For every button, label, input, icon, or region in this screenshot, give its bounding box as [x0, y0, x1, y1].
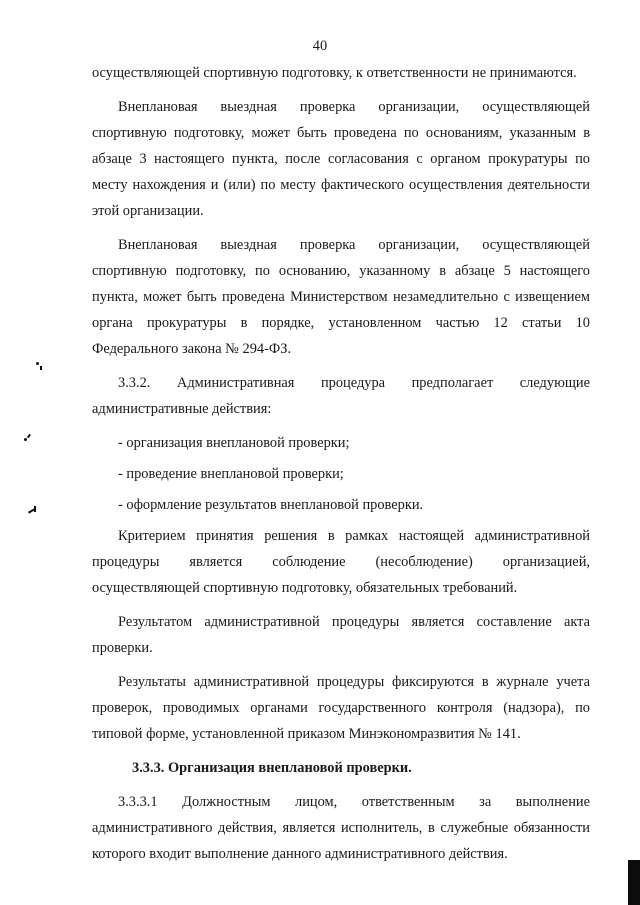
- scan-speck: [34, 506, 36, 512]
- scan-speck: [24, 438, 27, 441]
- paragraph: Результатом административной процедуры является составление акта проверки.: [92, 614, 590, 656]
- list-item: - проведение внеплановой проверки;: [118, 466, 344, 482]
- document-body: [92, 60, 590, 875]
- list-item: - оформление результатов внеплановой проверки.: [118, 497, 424, 513]
- list-item: - организация внеплановой проверки;: [118, 435, 350, 451]
- paragraph: Внеплановая выездная проверка организации, осуществляющей спортивную подготовку, по основанию, указанному в абзаце 5 настоящего пункта, может быть проведена Министерством незамедлительно с извещением органа прокуратуры в порядке, установленном частью 12 статьи 10 Федерального закона № 294-ФЗ.: [92, 237, 590, 357]
- scan-speck: [27, 434, 31, 438]
- paragraph: 3.3.3.1 Должностным лицом, ответственным за выполнение административного действия, является исполнитель, в служебные обязанности которого входит выполнение данного административного действия.: [92, 794, 590, 862]
- section-heading: 3.3.3. Организация внеплановой проверки.: [132, 760, 412, 776]
- paragraph: Критерием принятия решения в рамках настоящей административной процедуры является соблюдение (несоблюдение) организацией, осуществляющей спортивную подготовку, обязательных требований.: [92, 528, 590, 596]
- scan-speck: [40, 366, 42, 370]
- paragraph: 3.3.2. Административная процедура предполагает следующие административные действия:: [92, 375, 590, 417]
- paragraph: Внеплановая выездная проверка организации, осуществляющей спортивную подготовку, может быть проведена по основаниям, указанным в абзаце 3 настоящего пункта, после согласования с органом прокуратуры по месту нахождения и (или) по месту фактического осуществления деятельности этой организации.: [92, 99, 590, 219]
- paragraph-continuation: осуществляющей спортивную подготовку, к ответственности не принимаются.: [92, 65, 577, 81]
- scan-edge-bar: [628, 860, 640, 905]
- page-number: 40: [312, 38, 328, 54]
- scan-speck: [36, 362, 39, 365]
- paragraph: Результаты административной процедуры фиксируются в журнале учета проверок, проводимых органами государственного контроля (надзора), по типовой форме, установленной приказом Минэкономразвития № 141.: [92, 674, 590, 742]
